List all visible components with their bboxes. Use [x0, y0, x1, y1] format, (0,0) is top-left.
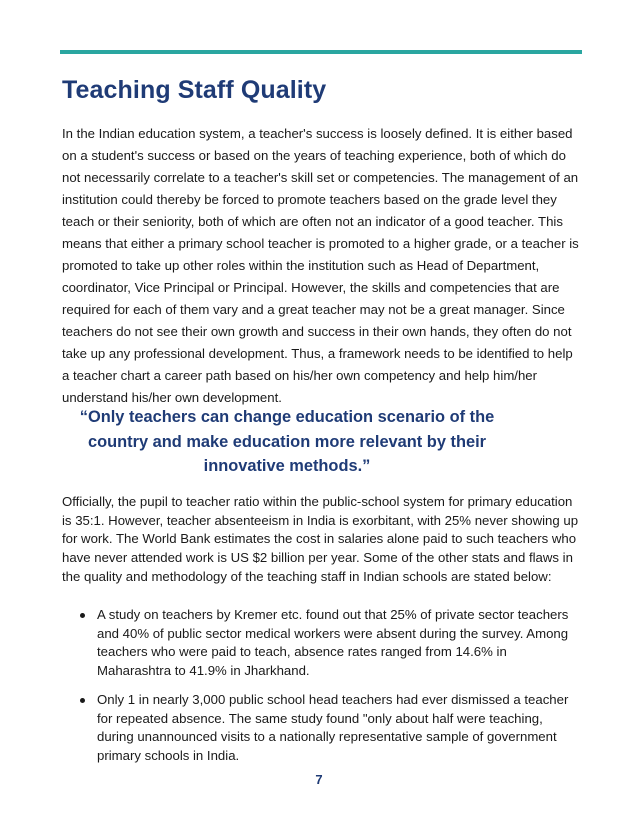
list-item	[62, 606, 582, 681]
list-item-text: A study on teachers by Kremer etc. found out that 25% of private sector teachers and 40% of public sector medical workers were absent during the survey. Among teachers who were paid to teach, absence rates ranged from 14.6% in Maharashtra to 41.9% in Jharkhand.	[97, 607, 569, 679]
pull-quote: “Only teachers can change education scenario of the country and make education more relevant by their innovative methods.”	[79, 408, 495, 475]
intro-paragraph: In the Indian education system, a teacher's success is loosely defined. It is either based on a student's success or based on the years of teaching experience, both of which do not necessarily correlate to a teacher's skill set or competencies. The management of an institution could thereby be forced to promote teachers based on the grade level they teach or their seniority, both of which are often not an indicator of a good teacher. This means that either a primary school teacher is promoted to a higher grade, or a teacher is promoted to take up other roles within the institution such as Head of Department, coordinator, Vice Principal or Principal. However, the skills and competencies that are required for each of them vary and a great teacher may not be a great manager. Since teachers do not see their own growth and success in their own hands, they often do not take up any professional development. Thus, a framework needs to be identified to help a teacher chart a career path based on his/her own competency and help him/her understand his/her own development.	[62, 126, 579, 405]
list-item	[62, 691, 582, 766]
bullet-icon	[80, 698, 85, 703]
stats-paragraph: Officially, the pupil to teacher ratio within the public-school system for primary education is 35:1. However, teacher absenteeism in India is exorbitant, with 25% never showing up for work. The World Bank estimates the cost in salaries alone paid to such teachers who have never attended work is US $2 billion per year. Some of the other stats and flaws in the quality and methodology of the teaching staff in Indian schools are stated below:	[62, 494, 579, 584]
bullet-icon	[80, 613, 85, 618]
page-number: 7	[315, 772, 323, 787]
top-divider	[60, 50, 582, 54]
page-title: Teaching Staff Quality	[62, 76, 327, 104]
list-item-text: Only 1 in nearly 3,000 public school head teachers had ever dismissed a teacher for repeated absence. The same study found "only about half were teaching, during unannounced visits to a nationally representative sample of government primary schools in India.	[97, 691, 569, 763]
findings-list	[62, 606, 582, 776]
